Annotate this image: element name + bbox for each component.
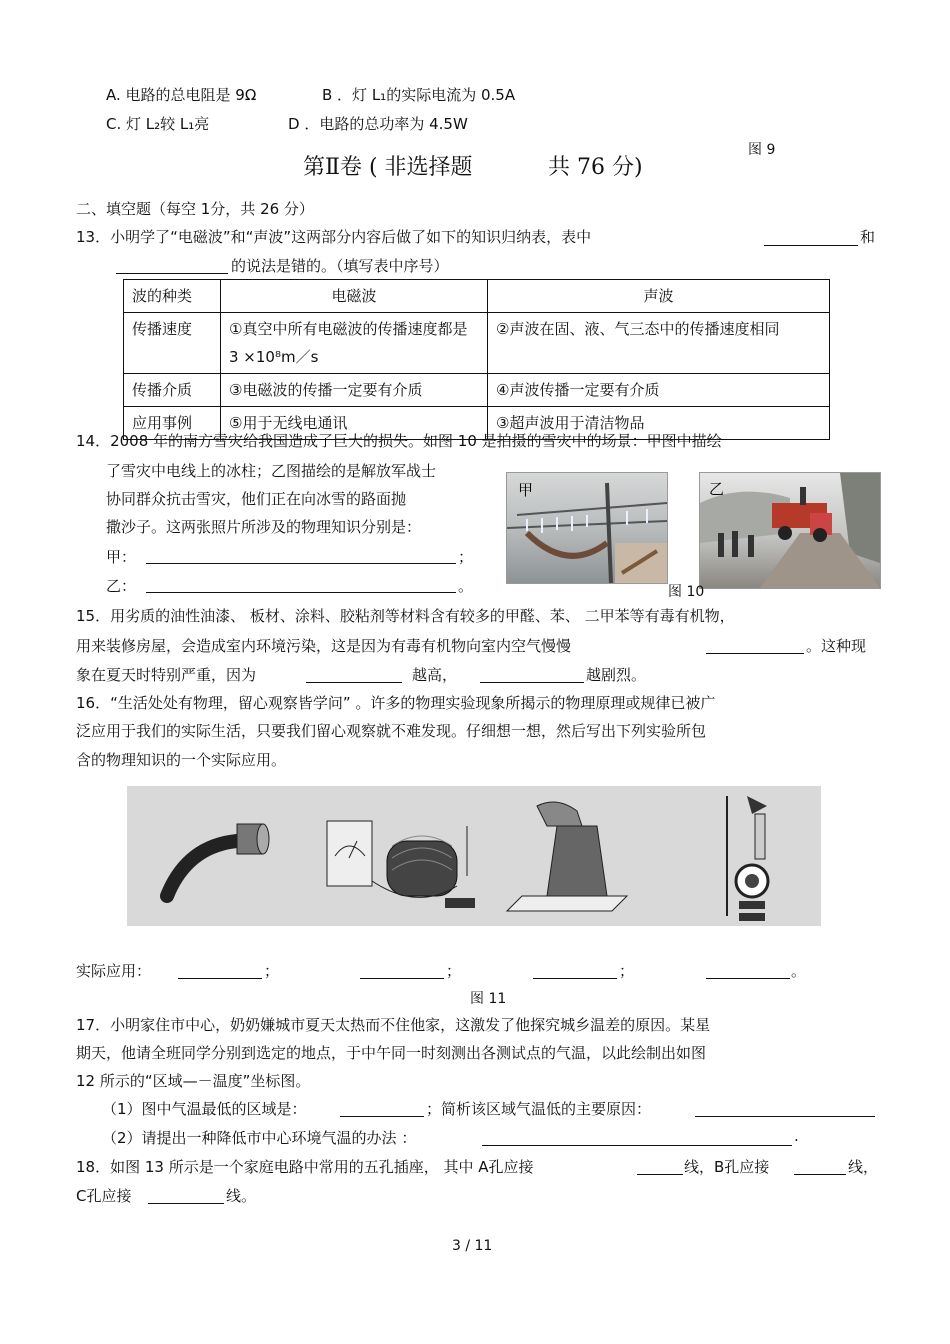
q17-sub1a: （1）图中气温最低的区域是：: [102, 1100, 307, 1118]
option-b: B ．灯 L₁的实际电流为 0.5A: [322, 86, 516, 104]
q14-jia-label: 甲：: [106, 548, 137, 566]
q18-line1c: 线，: [848, 1158, 879, 1176]
q15-line3c: 越剧烈。: [586, 666, 647, 684]
application-blank-3[interactable]: [533, 964, 617, 979]
q18-line1b: 线，B孔应接: [684, 1158, 770, 1176]
application-sep-1: ；: [264, 962, 280, 980]
q15-blank-3[interactable]: [480, 668, 584, 683]
q15-line3a: 象在夏天时特别严重，因为: [76, 666, 257, 684]
q16-line3: 含的物理知识的一个实际应用。: [76, 751, 287, 769]
application-blank-1[interactable]: [178, 964, 262, 979]
q17-blank-2[interactable]: [695, 1102, 875, 1117]
q15-line3b: 越高，: [412, 666, 458, 684]
table-cell: ②声波在固、液、气三态中的传播速度相同: [488, 313, 830, 374]
application-end: 。: [791, 962, 807, 980]
option-d: D ．电路的总功率为 4.5W: [288, 115, 468, 133]
table-row: [124, 374, 830, 407]
q16-line2: 泛应用于我们的实际生活，只要我们留心观察就不难发现。仔细想一想，然后写出下列实验所包: [76, 722, 707, 740]
experiment-1-icon: [167, 824, 269, 896]
q15-blank-1[interactable]: [706, 639, 804, 654]
q14-line1: 14．2008 年的南方雪灾给我国造成了巨大的损失。如图 10 是拍摄的雪灾中的场景：甲图中描绘: [76, 432, 722, 450]
q15-line2-end: 。这种现: [806, 637, 867, 655]
table-cell: 传播速度: [124, 313, 221, 374]
experiments-illustration: [127, 786, 821, 926]
figure-11-caption: 图 11: [470, 991, 507, 1007]
q17-blank-3[interactable]: [482, 1131, 792, 1146]
q18-blank-a[interactable]: [637, 1160, 683, 1175]
knowledge-table: [123, 279, 830, 440]
q14-line3: 协同群众抗击雪灾，他们正在向冰雪的路面抛: [106, 490, 407, 508]
q17-line2: 期天，他请全班同学分别到选定的地点，于中午同一时刻测出各测试点的气温，以此绘制出如图: [76, 1044, 707, 1062]
q17-blank-1[interactable]: [340, 1102, 424, 1117]
applications-label: 实际应用：: [76, 962, 152, 980]
application-sep-3: ；: [619, 962, 635, 980]
q17-sub1b: ；简析该区域气温低的主要原因：: [426, 1100, 652, 1118]
table-cell: ③超声波用于清洁物品: [488, 407, 830, 440]
q18-blank-b[interactable]: [794, 1160, 846, 1175]
section-title: 第Ⅱ卷 ( 非选择题: [303, 155, 473, 180]
table-header-row: [124, 280, 830, 313]
q18-blank-c[interactable]: [148, 1189, 224, 1204]
table-cell: ⑤用于无线电通讯: [221, 407, 488, 440]
q16-line1: 16．“生活处处有物理，留心观察皆学问” 。许多的物理实验现象所揭示的物理原理或规律已被广: [76, 694, 716, 712]
q13-line2: 的说法是错的。（填写表中序号）: [231, 257, 449, 275]
option-a: A. 电路的总电阻是 9Ω: [106, 86, 257, 104]
q14-jia-blank[interactable]: [146, 549, 456, 564]
figure-11-experiments: [127, 786, 821, 926]
table-cell: 应用事例: [124, 407, 221, 440]
experiment-2-icon: [327, 821, 475, 908]
q13-and: 和: [860, 228, 876, 246]
q13-blank-2[interactable]: [116, 259, 228, 274]
q14-yi-label: 乙：: [106, 577, 137, 595]
table-header-cell: 波的种类: [124, 280, 221, 313]
table-header-cell: 声波: [488, 280, 830, 313]
part2-heading: 二、填空题（每空 1分，共 26 分）: [76, 200, 314, 218]
q14-line4: 撒沙子。这两张照片所涉及的物理知识分别是：: [106, 518, 422, 536]
application-blank-2[interactable]: [360, 964, 444, 979]
q15-line2: 用来装修房屋，会造成室内环境污染，这是因为有毒有机物向室内空气慢慢: [76, 637, 572, 655]
q17-sub2: （2）请提出一种降低市中心环境气温的办法 ：: [102, 1129, 417, 1147]
q17-line1: 17．小明家住市中心，奶奶嫌城市夏天太热而不住他家，这激发了他探究城乡温差的原因。某星: [76, 1016, 711, 1034]
q17-line3: 12 所示的“区域—－温度”坐标图。: [76, 1072, 311, 1090]
q18-line1a: 18．如图 13 所示是一个家庭电路中常用的五孔插座， 其中 A孔应接: [76, 1158, 534, 1176]
application-blank-4[interactable]: [706, 964, 790, 979]
table-row: [124, 313, 830, 374]
sanding-road-image: [700, 473, 880, 588]
q15-blank-2[interactable]: [306, 668, 402, 683]
table-cell: ③电磁波的传播一定要有介质: [221, 374, 488, 407]
table-cell: 传播介质: [124, 374, 221, 407]
q17-sub2-end: .: [794, 1127, 799, 1145]
figure-9-caption: 图 9: [748, 142, 776, 158]
experiment-3-icon: [507, 802, 627, 911]
photo-a-label: 甲: [518, 481, 534, 499]
experiment-4-icon: [727, 796, 768, 921]
photo-b-label: 乙: [709, 480, 725, 498]
table-cell: ①真空中所有电磁波的传播速度都是 3 ×10⁸m／s: [221, 313, 488, 374]
q15-line1: 15．用劣质的油性油漆、 板材、涂料、胶粘剂等材料含有较多的甲醛、苯、 二甲苯等有毒有机物，: [76, 607, 735, 625]
application-sep-2: ；: [446, 962, 462, 980]
q18-line2a: C孔应接: [76, 1187, 132, 1205]
table-cell: ④声波传播一定要有介质: [488, 374, 830, 407]
q14-yi-blank[interactable]: [146, 578, 456, 593]
photo-sanding-road: [699, 472, 881, 589]
q14-line2: 了雪灾中电线上的冰柱；乙图描绘的是解放军战士: [106, 462, 437, 480]
option-c: C. 灯 L₂较 L₁亮: [106, 115, 210, 133]
q18-line2b: 线。: [226, 1187, 257, 1205]
section-score: 共 76 分): [548, 155, 643, 180]
figure-10-caption: 图 10: [668, 584, 705, 600]
q14-yi-end: 。: [458, 577, 474, 595]
q13-line1: 13．小明学了“电磁波”和“声波”这两部分内容后做了如下的知识归纳表，表中: [76, 228, 592, 246]
q14-jia-end: ；: [458, 548, 474, 566]
page-number: 3 / 11: [452, 1238, 493, 1254]
table-header-cell: 电磁波: [221, 280, 488, 313]
q13-blank-1[interactable]: [764, 231, 858, 246]
